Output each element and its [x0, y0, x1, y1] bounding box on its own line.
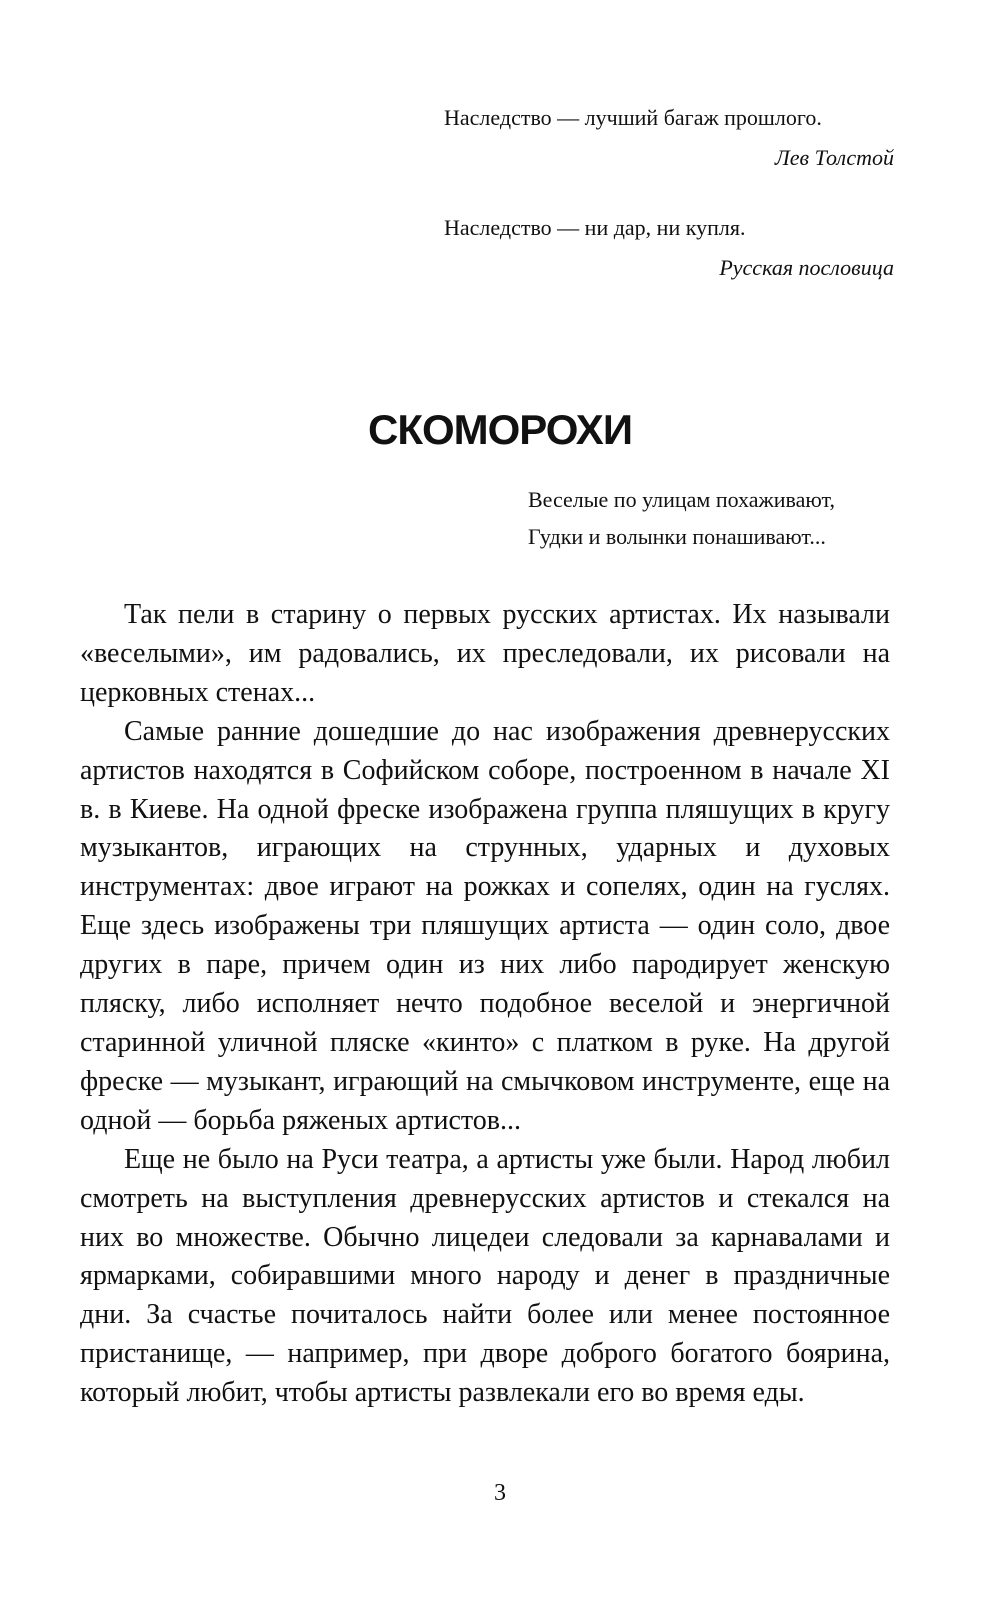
chapter-title: СКОМОРОХИ — [367, 406, 633, 453]
paragraph: Самые ранние дошедшие до нас изображения древнерусских артистов находятся в Софийском соборе, построенном в начале XI в. в Киеве. На одной фреске изображена группа пляшущих в кругу музыкантов, играющих на струнных, ударных и духовых инструментах: двое играют на рожках и сопелях, один на гуслях. Еще здесь изображены три пляшущих артиста — один соло, двое других в паре, причем один из них либо пародирует женскую пляску, либо исполняет нечто подобное веселой и энергичной старинной уличной пляске «кинто» с платком в руке. На другой фреске — музыкант, играющий на смычковом инструменте, еще на одной — борьба ряженых артистов... — [80, 715, 890, 1136]
epigraph-author: Русская пословица — [719, 255, 894, 280]
epigraph-tolstoy — [444, 98, 894, 178]
epigraph-author: Лев Толстой — [774, 145, 894, 170]
paragraph: Еще не было на Руси театра, а артисты уже были. Народ любил смотреть на выступления древнерусских артистов и стекался на них во множестве. Обычно лицедеи следовали за карнавалами и ярмарками, собиравшими много народу и денег в праздничные дни. За счастье почиталось найти более или менее постоянное пристанище, — например, при дворе доброго богатого боярина, который любит, чтобы артисты развлекали его во время еды. — [80, 1143, 890, 1409]
epigraph-proverb — [444, 208, 894, 288]
epigraph-quote: Наследство — ни дар, ни купля. — [444, 215, 746, 240]
verse-line: Веселые по улицам похаживают, — [528, 487, 835, 512]
verse-line: Гудки и волынки понашивают... — [528, 524, 826, 549]
paragraph: Так пели в старину о первых русских артистах. Их называли «веселыми», им радовались, их преследовали, их рисовали на церковных стенах... — [80, 599, 890, 708]
page-number: 3 — [494, 1480, 506, 1506]
epigraph-quote: Наследство — лучший багаж прошлого. — [444, 105, 822, 130]
body-text — [80, 596, 890, 1413]
verse-epigraph — [528, 481, 835, 555]
